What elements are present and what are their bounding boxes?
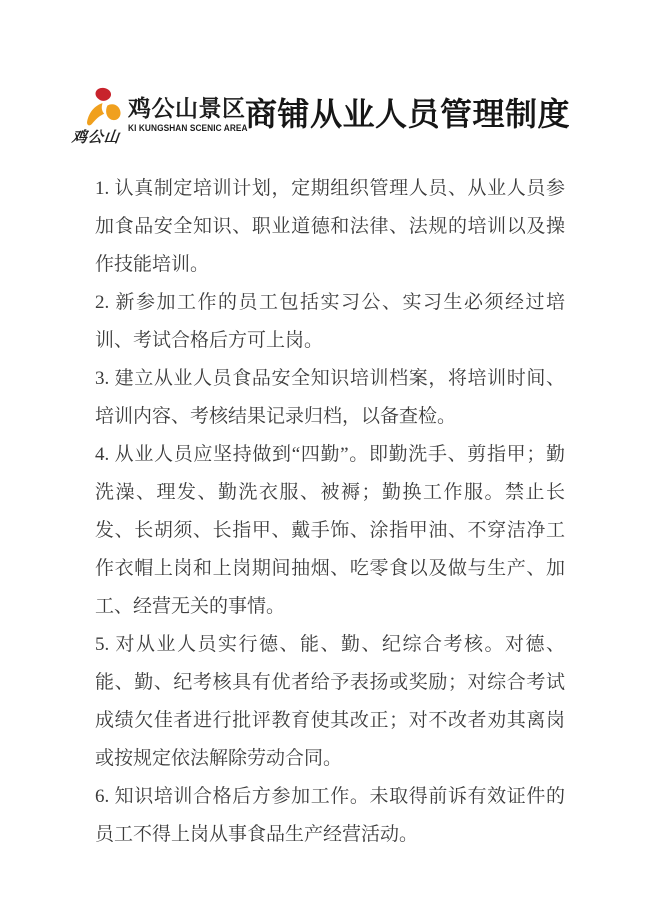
policy-item-3: 3. 建立从业人员食品安全知识培训档案，将培训时间、培训内容、考核结果记录归档，以备查检。	[95, 368, 565, 427]
policy-item-1: 1. 认真制定培训计划，定期组织管理人员、从业人员参加食品安全知识、职业道德和法律、法规的培训以及操作技能培训。	[95, 178, 565, 275]
logo-calligraphy-text: 鸡公山	[71, 130, 121, 146]
document-title: 商铺从业人员管理制度	[245, 96, 571, 132]
brand-name-chinese: 鸡公山景区	[128, 95, 246, 121]
brand-name-english: KI KUNGSHAN SCENIC AREA	[128, 123, 248, 133]
rooster-logo-icon	[80, 86, 130, 130]
policy-text	[95, 170, 565, 854]
policy-item-4: 4. 从业人员应坚持做到“四勤”。即勤洗手、剪指甲；勤洗澡、理发、勤洗衣服、被褥；勤换工作服。禁止长发、长胡须、长指甲、戴手饰、涂指甲油、不穿洁净工作衣帽上岗和上岗期间抽烟、吃零食以及做与生产、加工、经营无关的事情。	[95, 444, 565, 617]
document-header	[0, 0, 648, 165]
policy-item-2: 2. 新参加工作的员工包括实习公、实习生必须经过培训、考试合格后方可上岗。	[95, 292, 565, 351]
policy-item-5: 5. 对从业人员实行德、能、勤、纪综合考核。对德、能、勤、纪考核具有优者给予表扬或奖励；对综合考试成绩欠佳者进行批评教育使其改正；对不改者劝其离岗或按规定依法解除劳动合同。	[95, 634, 565, 769]
brand-block	[128, 95, 248, 133]
policy-item-6: 6. 知识培训合格后方参加工作。未取得前诉有效证件的员工不得上岗从事食品生产经营活动。	[95, 786, 565, 845]
